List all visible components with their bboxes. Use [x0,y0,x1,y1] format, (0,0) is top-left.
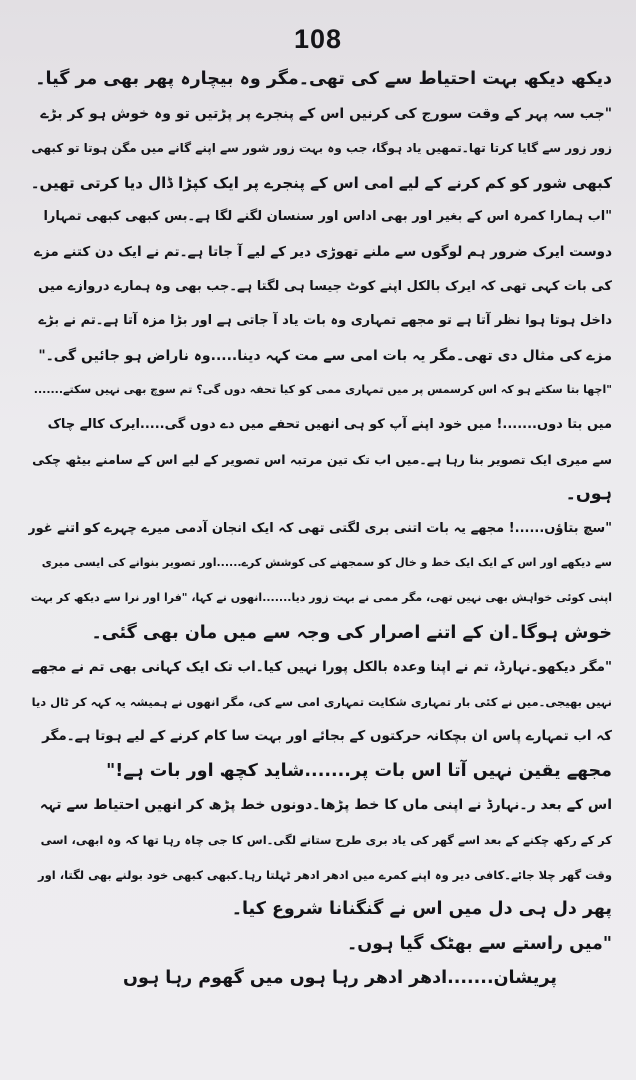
text-line: زور زور سے گایا کرتا تھا۔تمھیں یاد ہوگا، جب وہ بہت زور شور سے اپنے گانے میں مگن ہوتا تو کبھی [31,141,612,156]
text-line: کی بات کہی تھی کہ ایرک بالکل اپنے کوٹ جیسا ہی لگتا ہے۔جب بھی وہ ہمارے دروازے میں [38,278,612,294]
text-line: خوش ہوگا۔ان کے اتنے اصرار کی وجہ سے میں مان بھی گئی۔ [91,622,612,643]
page-number: 108 [293,24,343,54]
text-line: مجھے یقین نہیں آتا اس بات پر.......شاید کچھ اور بات ہے!" [106,760,612,781]
text-line: ہوں۔ [565,484,612,505]
text-line: "اچھا بتا سکتے ہو کہ اس کرسمس پر میں تمہاری ممی کو کیا تحفہ دوں گی؟ تم سوچ بھی نہیں سکتے....... [33,383,612,397]
text-line: نہیں بھیجی۔میں نے کئی بار تمہاری شکایت تمہاری امی سے کی، مگر انھوں نے ہمیشہ یہ کہہ کر ٹال دیا [31,694,612,709]
text-line: مزے کی مثال دی تھی۔مگر یہ بات امی سے مت کہہ دینا.....وہ ناراض ہو جائیں گی۔" [38,347,612,364]
body-text [28,62,612,996]
text-line: کہ اب تمہارے پاس ان بچکانہ حرکتوں کے بجائے اور بہت سا کام کرنے کے لیے ہوتا ہے۔مگر [42,728,612,745]
text-line: دیکھ دیکھ بہت احتیاط سے کی تھی۔مگر وہ بیچارہ پھر بھی مر گیا۔ [35,69,612,89]
text-line: اس کے بعد ر۔نہارڈ نے اپنی ماں کا خط پڑھا۔دونوں خط پڑھ کر انھیں احتیاط سے تہہ [39,797,612,814]
text-line: "مگر دیکھو۔نہارڈ، تم نے اپنا وعدہ بالکل پورا نہیں کیا۔اب تک ایک کہانی بھی تم نے مجھے [31,659,612,676]
text-line: دوست ایرک ضرور ہم لوگوں سے ملنے تھوڑی دیر کے لیے آ جاتا ہے۔تم نے ایک دن کتنے مزے [34,243,612,260]
text-line: پھر دل ہی دل میں اس نے گنگنانا شروع کیا۔ [231,899,612,920]
text-line: سے میری ایک تصویر بنا رہا ہے۔میں اب تک تین مرتبہ اس تصویر کے لیے اس کے سامنے بیٹھ چکی [32,451,612,467]
text-line: وقت گھر چلا جائے۔کافی دیر وہ اپنے کمرے میں ادھر ادھر ٹہلتا رہا۔کبھی کبھی خود بولنے بھی لگتا، اور [37,867,612,882]
text-line: کبھی شور کو کم کرنے کے لیے امی اس کے پنجرے پر ایک کپڑا ڈال دیا کرتی تھیں۔ [30,173,612,192]
text-line: "سچ بتاؤں......! مجھے یہ بات اتنی بری لگتی تھی کہ ایک انجان آدمی میرے چہرے کو اتنے غور [28,520,612,536]
text-line: "اب ہمارا کمرہ اس کے بغیر اور بھی اداس اور سنسان لگنے لگا ہے۔بس کبھی کبھی تمہارا [43,209,612,225]
text-line: کر کے رکھ چکنے کے بعد اسے گھر کی یاد بری طرح ستانے لگی۔اس کا جی چاہ رہا تھا کہ وہ ابھی، اسی [40,833,612,848]
text-line: "میں راستے سے بھٹک گیا ہوں۔ [347,933,612,954]
text-line: اپنی کوئی خواہش بھی نہیں تھی، مگر ممی نے بہت زور دیا.......انھوں نے کہا، "فرا اور نرا سے دیکھ کر بہت [30,590,612,604]
text-line: داخل ہوتا ہوا نظر آتا ہے تو مجھے تمہاری وہ بات یاد آ جاتی ہے اور بڑا مزہ آتا ہے۔تم نے بڑے [38,313,612,329]
text-line: سے دیکھے اور اس کے ایک ایک خط و خال کو سمجھنے کی کوشش کرے......اور تصویر بنوانے کی ایسی میری [41,556,612,570]
text-line: پریشان.......ادھر ادھر رہا ہوں میں گھوم رہا ہوں [123,968,557,989]
text-line: میں بتا دوں.......! میں خود اپنے آپ کو ہی انھیں تحفے میں دے دوں گی.....ایرک کالے چاک [47,416,612,432]
text-line: "جب سہ پہر کے وقت سورج کی کرنیں اس کے پنجرے پر پڑتیں تو وہ خوش ہو کر بڑے [40,105,612,122]
